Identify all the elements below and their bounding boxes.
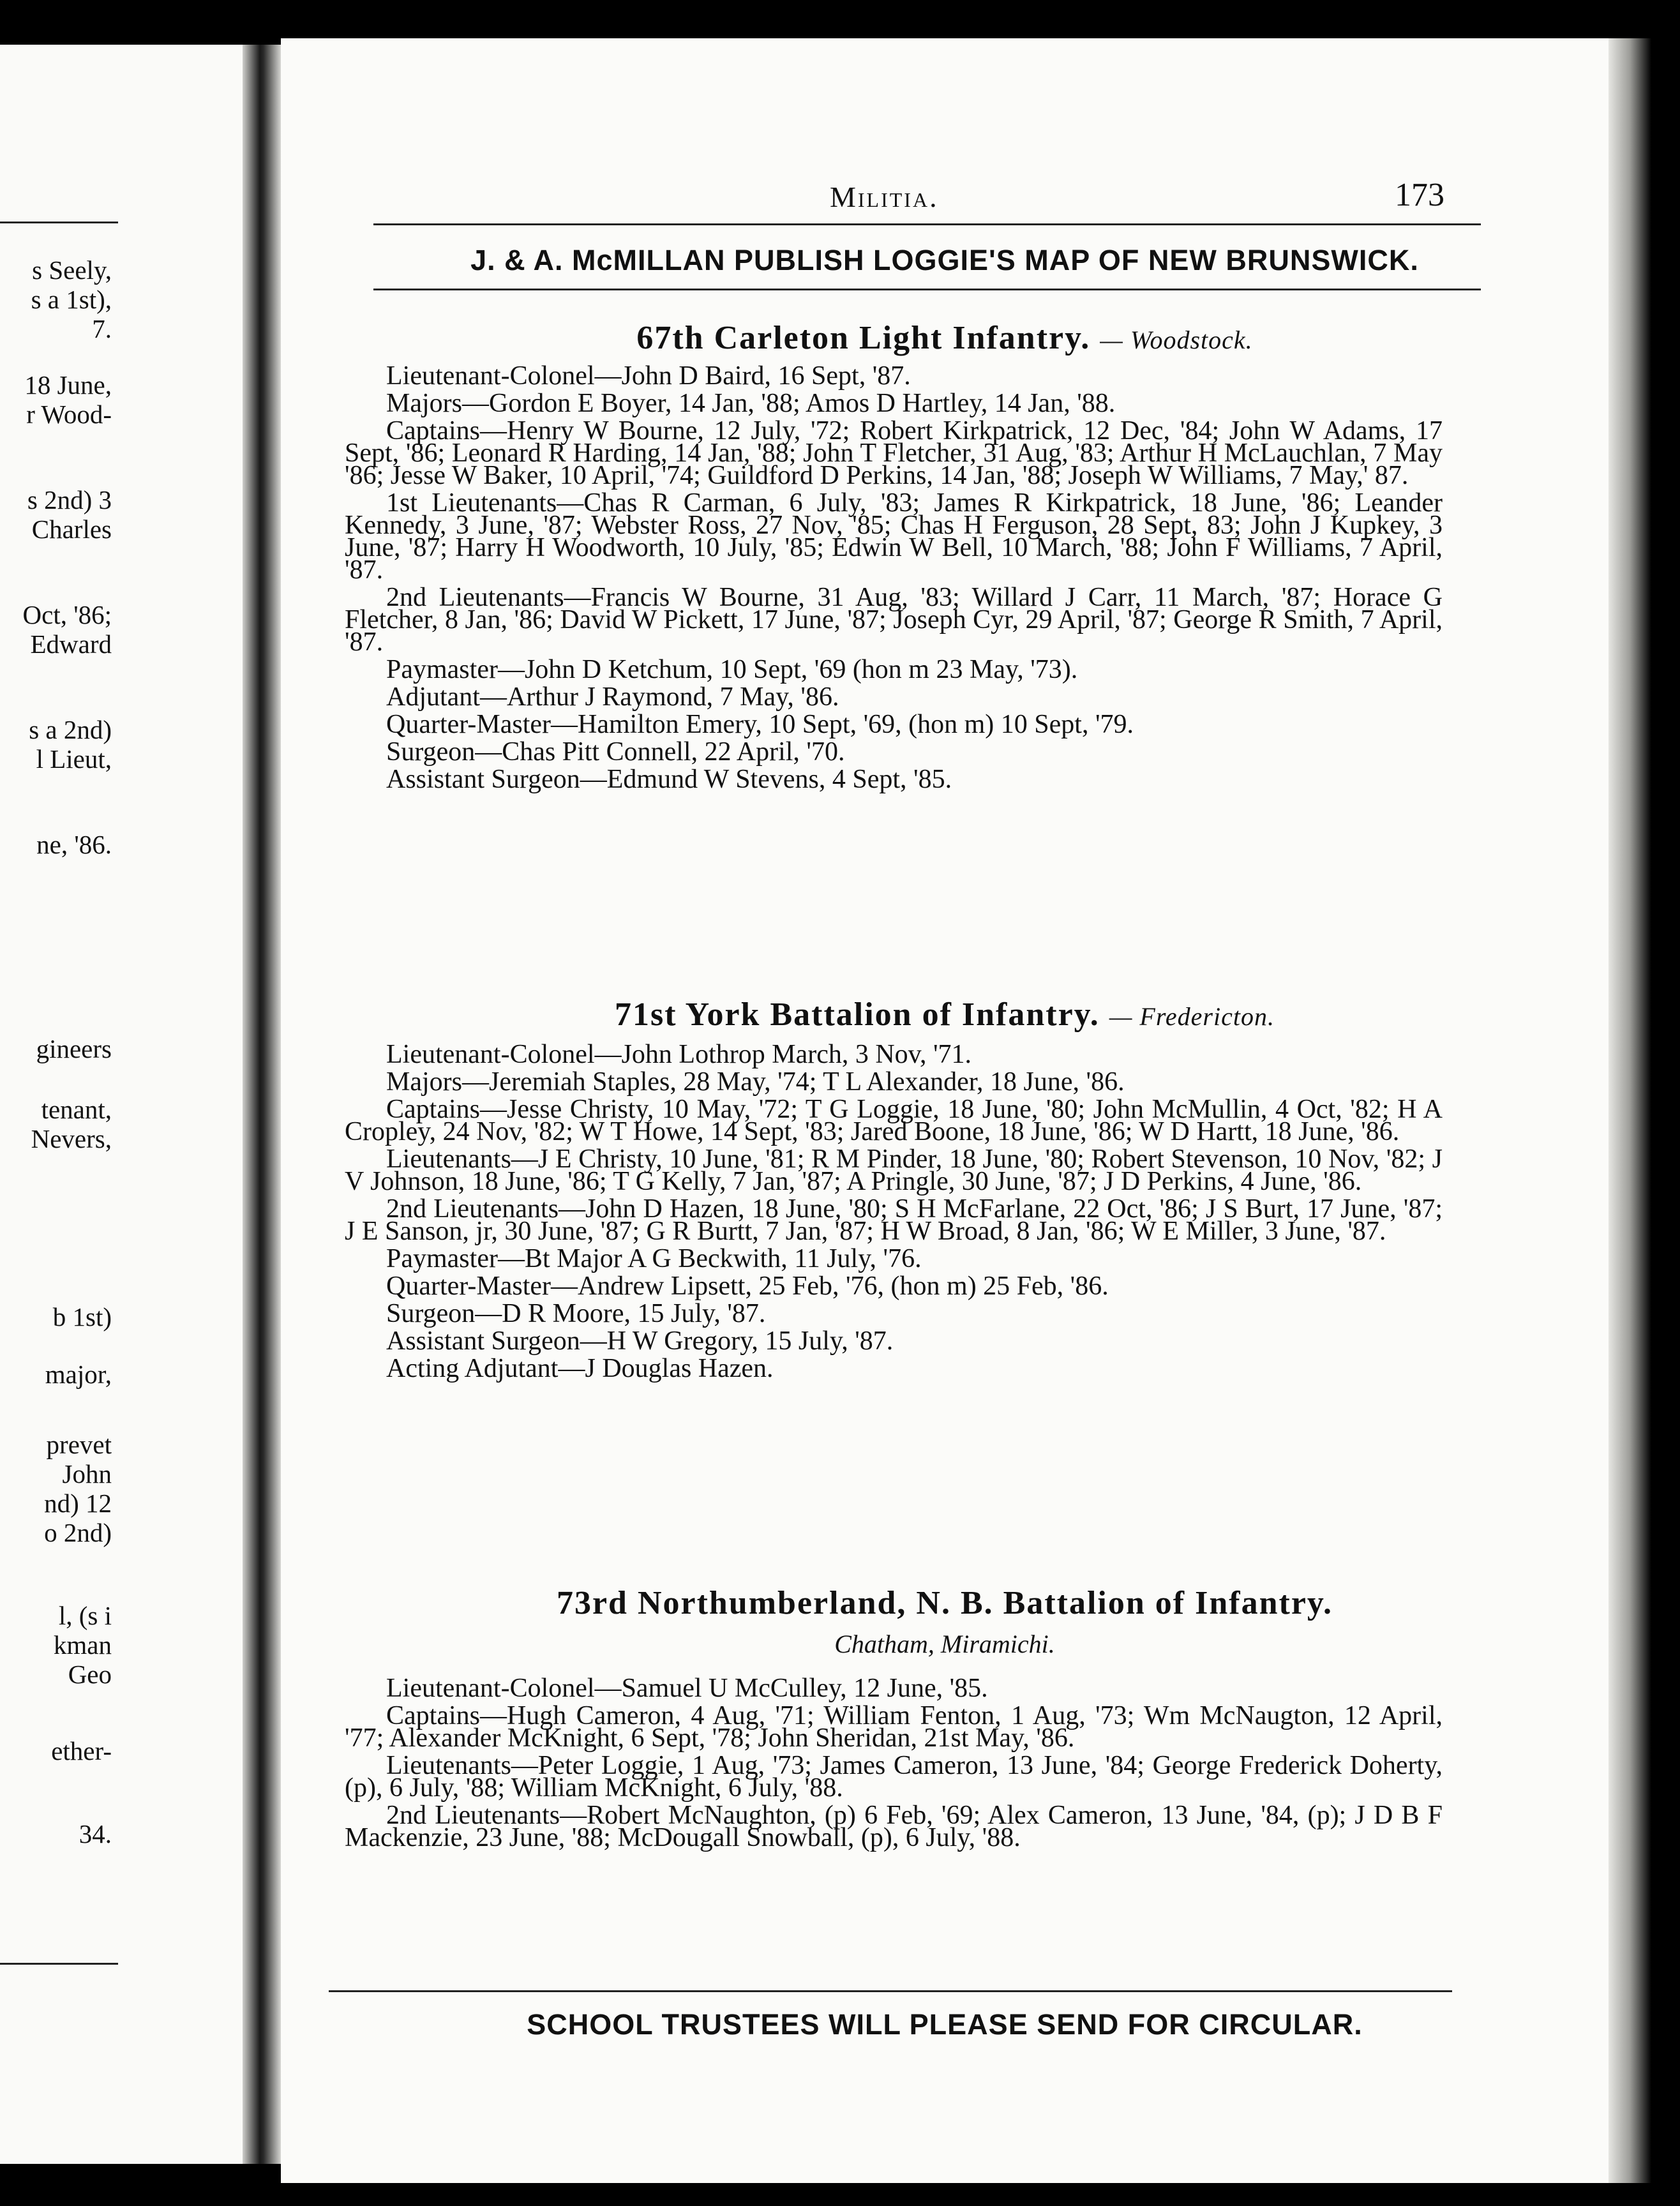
left-page-fragment: ne, '86. — [36, 830, 112, 859]
roster-entry: Lieutenant-Colonel—John Lothrop March, 3 Nov, '71. — [386, 1040, 972, 1069]
page-edge — [1609, 38, 1680, 2183]
section-title-text: 67th Carleton Light Infantry. — [636, 320, 1091, 356]
section-subplace: Chatham, Miramichi. — [834, 1630, 1055, 1658]
left-page-fragment: 18 June, — [24, 370, 112, 400]
left-page-fragment: Geo — [68, 1660, 112, 1689]
left-page-fragment: kman — [53, 1630, 112, 1660]
left-page-fragment: Oct, '86; — [22, 600, 112, 629]
left-page-fragment: s 2nd) 3 — [27, 485, 112, 514]
roster-entry: 1st Lieutenants—Chas R Carman, 6 July, '83; James R Kirkpatrick, 18 June, '86; Leander Kennedy, 3 June, '87; Webster Ross, 27 Nov, '85; Chas H Ferguson, 28 Sept, 83; John J Kupkey, 3 June, '87; Harry H Woodworth, 10 July, '85; Edwin W Bell, 10 March, '88; John F Williams, 7 April, '87. — [345, 488, 1443, 585]
left-page-fragment: ether- — [51, 1736, 112, 1766]
roster-entry: Assistant Surgeon—H W Gregory, 15 July, '87. — [386, 1326, 894, 1356]
left-page-fragment: prevet — [46, 1430, 112, 1459]
left-page-fragment: l, (s i — [58, 1601, 112, 1630]
roster-entry: Acting Adjutant—J Douglas Hazen. — [386, 1354, 774, 1383]
roster-entry: Captains—Hugh Cameron, 4 Aug, '71; William Fenton, 1 Aug, '73; Wm McNaugton, 12 April, '77; Alexander McKnight, 6 Sept, '78; John Sheridan, 21st May, '86. — [345, 1701, 1443, 1753]
left-page-fragment: s a 2nd) — [29, 715, 112, 744]
left-page-fragment: s Seely, — [32, 255, 112, 285]
section-entries-71st — [345, 1040, 1443, 1385]
roster-entry: Surgeon—D R Moore, 15 July, '87. — [386, 1299, 766, 1328]
roster-entry: Lieutenant-Colonel—John D Baird, 16 Sept, '87. — [386, 361, 911, 391]
left-page-fragment: tenant, — [41, 1095, 112, 1124]
top-banner: J. & A. McMILLAN PUBLISH LOGGIE'S MAP OF NEW BRUNSWICK. — [470, 244, 1419, 276]
roster-entry: Quarter-Master—Andrew Lipsett, 25 Feb, '76, (hon m) 25 Feb, '86. — [386, 1272, 1109, 1301]
section-entries-73rd — [345, 1674, 1443, 1854]
section-title-67th — [281, 319, 1609, 357]
left-page-rule-top — [0, 221, 118, 223]
left-page-rule-bottom — [0, 1963, 118, 1965]
right-page — [281, 38, 1609, 2183]
left-page-fragment: John — [62, 1459, 112, 1489]
roster-entry: Majors—Gordon E Boyer, 14 Jan, '88; Amos D Hartley, 14 Jan, '88. — [386, 389, 1116, 418]
banner-rule — [373, 289, 1481, 290]
section-title-73rd — [281, 1584, 1609, 1622]
section-place: — Fredericton. — [1109, 1002, 1275, 1031]
left-page-fragment: Edward — [30, 629, 112, 659]
roster-entry: Captains—Henry W Bourne, 12 July, '72; Robert Kirkpatrick, 12 Dec, '84; John W Adams, 17 Sept, '86; Leonard R Harding, 14 Jan, '88; John T Fletcher, 31 Aug, '83; Arthur H McLauchlan, 7 May '86; Jesse W Baker, 10 April, '74; Guildford D Perkins, 14 Jan, '88; Joseph W Williams, 7 May,' 87. — [345, 416, 1443, 490]
left-page-fragment: b 1st) — [52, 1302, 112, 1332]
left-page-fragment: 7. — [92, 314, 112, 343]
left-page-fragment: gineers — [36, 1034, 112, 1063]
left-page-fragment: nd) 12 — [44, 1489, 112, 1518]
left-page-fragment: r Wood- — [26, 400, 112, 429]
section-title-71st — [281, 996, 1609, 1033]
roster-entry: 2nd Lieutenants—John D Hazen, 18 June, '80; S H McFarlane, 22 Oct, '86; J S Burt, 17 June, '87; J E Sanson, jr, 30 June, '87; G R Burtt, 7 Jan, '87; H W Broad, 8 Jan, '86; W E Miller, 3 June, '87. — [345, 1194, 1443, 1246]
roster-entry: 2nd Lieutenants—Robert McNaughton, (p) 6 Feb, '69; Alex Cameron, 13 June, '84, (p); J D B F Mackenzie, 23 June, '88; McDougall Snowball, (p), 6 July, '88. — [345, 1801, 1443, 1852]
roster-entry: Assistant Surgeon—Edmund W Stevens, 4 Sept, '85. — [386, 765, 952, 794]
roster-entry: Surgeon—Chas Pitt Connell, 22 April, '70. — [386, 737, 845, 767]
roster-entry: Majors—Jeremiah Staples, 28 May, '74; T L Alexander, 18 June, '86. — [386, 1067, 1125, 1097]
left-page-fragment: o 2nd) — [44, 1518, 112, 1547]
roster-entry: Captains—Jesse Christy, 10 May, '72; T G Loggie, 18 June, '80; John McMullin, 4 Oct, '82; H A Cropley, 24 Nov, '82; W T Howe, 14 Sept, '83; Jared Boone, 18 June, '86; W D Hartt, 18 June, '86. — [345, 1095, 1443, 1146]
book-gutter — [243, 45, 281, 2164]
left-page — [0, 45, 243, 2164]
page-number: 173 — [1395, 177, 1444, 213]
section-entries-67th — [345, 361, 1443, 796]
roster-entry: Quarter-Master—Hamilton Emery, 10 Sept, '69, (hon m) 10 Sept, '79. — [386, 710, 1134, 739]
roster-entry: Paymaster—John D Ketchum, 10 Sept, '69 (hon m 23 May, '73). — [386, 655, 1078, 684]
running-title: Militia. — [830, 181, 939, 213]
bottom-banner: SCHOOL TRUSTEES WILL PLEASE SEND FOR CIRCULAR. — [527, 2008, 1363, 2041]
roster-entry: Lieutenants—Peter Loggie, 1 Aug, '73; James Cameron, 13 June, '84; George Frederick Doherty, (p), 6 July, '88; William McKnight, 6 July, '88. — [345, 1751, 1443, 1803]
left-page-fragment: major, — [45, 1360, 112, 1389]
left-page-fragment: 34. — [79, 1819, 112, 1849]
section-place: — Woodstock. — [1100, 326, 1253, 354]
left-page-fragment: s a 1st), — [31, 285, 112, 314]
footer-rule — [329, 1990, 1452, 1992]
roster-entry: Lieutenants—J E Christy, 10 June, '81; R M Pinder, 18 June, '80; Robert Stevenson, 10 Nov, '82; J V Johnson, 18 June, '86; T G Kelly, 7 Jan, '87; A Pringle, 30 June, '87; J D Perkins, 4 June, '86. — [345, 1144, 1443, 1196]
section-title-text: 73rd Northumberland, N. B. Battalion of Infantry. — [556, 1585, 1333, 1621]
roster-entry: Adjutant—Arthur J Raymond, 7 May, '86. — [386, 682, 839, 712]
section-title-text: 71st York Battalion of Infantry. — [615, 996, 1100, 1033]
roster-entry: Lieutenant-Colonel—Samuel U McCulley, 12 June, '85. — [386, 1674, 988, 1703]
left-page-fragment: Charles — [31, 514, 112, 544]
header-rule — [373, 223, 1481, 225]
left-page-fragment: Nevers, — [31, 1124, 112, 1153]
roster-entry: Paymaster—Bt Major A G Beckwith, 11 July, '76. — [386, 1244, 922, 1273]
roster-entry: 2nd Lieutenants—Francis W Bourne, 31 Aug, '83; Willard J Carr, 11 March, '87; Horace G Fletcher, 8 Jan, '86; David W Pickett, 17 June, '87; Joseph Cyr, 29 April, '87; George R Smith, 7 April, '87. — [345, 583, 1443, 657]
left-page-fragment: l Lieut, — [36, 744, 112, 774]
